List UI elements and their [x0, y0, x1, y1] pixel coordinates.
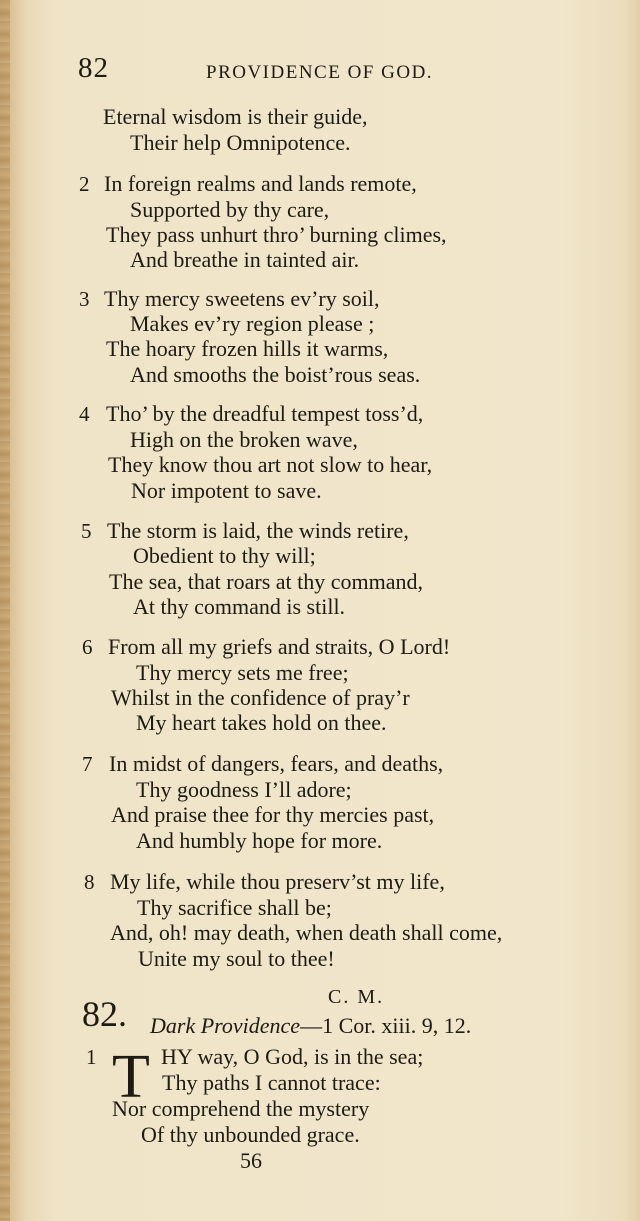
- verse-number: 6: [82, 635, 93, 659]
- hymn-line: Makes ev’ry region please ;: [130, 311, 375, 336]
- hymn-meter: C. M.: [328, 986, 385, 1008]
- hymn-line: From all my griefs and straits, O Lord!: [108, 634, 451, 659]
- verse-number: 2: [79, 172, 90, 196]
- hymn-line: High on the broken wave,: [130, 427, 358, 452]
- verse-number: 7: [82, 752, 93, 776]
- hymn-line: Thy mercy sweetens ev’ry soil,: [104, 286, 380, 311]
- hymn-line: The storm is laid, the winds retire,: [107, 518, 409, 543]
- hymn-line: Thy mercy sets me free;: [136, 660, 349, 685]
- hymn-line: Obedient to thy will;: [133, 543, 316, 568]
- scripture-reference: —1 Cor. xiii. 9, 12.: [300, 1013, 472, 1038]
- verse-number: 5: [81, 519, 92, 543]
- signature-mark: 56: [240, 1148, 262, 1173]
- hymn-number: 82.: [82, 994, 127, 1034]
- hymn-line: Supported by thy care,: [130, 197, 330, 222]
- hymn-line: The hoary frozen hills it warms,: [106, 336, 389, 361]
- hymn-line: Thy paths I cannot trace:: [162, 1070, 381, 1095]
- page-edge-binding: [0, 0, 10, 1221]
- hymn-line: In midst of dangers, fears, and deaths,: [109, 751, 444, 776]
- running-head: PROVIDENCE OF GOD.: [206, 62, 434, 83]
- hymn-line: They pass unhurt thro’ burning climes,: [106, 222, 447, 247]
- verse-number: 1: [86, 1045, 97, 1069]
- hymn-line: Nor impotent to save.: [131, 478, 322, 503]
- hymn-line: Thy goodness I’ll adore;: [136, 777, 352, 802]
- hymn-title: Dark Providence: [150, 1013, 301, 1038]
- verse-number: 3: [79, 287, 90, 311]
- hymn-line: Whilst in the confidence of pray’r: [111, 685, 410, 710]
- page-header: [78, 52, 518, 92]
- hymn-line: Of thy unbounded grace.: [141, 1122, 360, 1147]
- hymn-line: Eternal wisdom is their guide,: [103, 104, 368, 129]
- hymn-line: My heart takes hold on thee.: [136, 710, 387, 735]
- hymn-line: HY way, O God, is in the sea;: [161, 1044, 424, 1069]
- hymn-line: Tho’ by the dreadful tempest toss’d,: [106, 401, 424, 426]
- hymn-line: And praise thee for thy mercies past,: [111, 802, 435, 827]
- hymn-subtitle: [150, 1013, 471, 1039]
- hymn-line: Their help Omnipotence.: [130, 130, 351, 155]
- hymn-line: And, oh! may death, when death shall come,: [110, 920, 503, 945]
- page-number: 82: [78, 52, 109, 84]
- hymn-line: They know thou art not slow to hear,: [108, 452, 433, 477]
- verse-number: 8: [84, 870, 95, 894]
- hymn-line: Unite my soul to thee!: [138, 946, 335, 971]
- hymn-line: My life, while thou preserv’st my life,: [110, 869, 445, 894]
- hymn-line: The sea, that roars at thy command,: [109, 569, 424, 594]
- drop-cap: T: [112, 1043, 150, 1111]
- hymn-line: And humbly hope for more.: [136, 828, 383, 853]
- hymn-line: And breathe in tainted air.: [130, 247, 360, 272]
- hymn-line: At thy command is still.: [133, 594, 346, 619]
- hymn-line: Nor comprehend the mystery: [112, 1096, 370, 1121]
- hymn-line: Thy sacrifice shall be;: [137, 895, 332, 920]
- hymn-line: And smooths the boist’rous seas.: [130, 362, 421, 387]
- verse-number: 4: [79, 402, 90, 426]
- hymn-line: In foreign realms and lands remote,: [104, 171, 417, 196]
